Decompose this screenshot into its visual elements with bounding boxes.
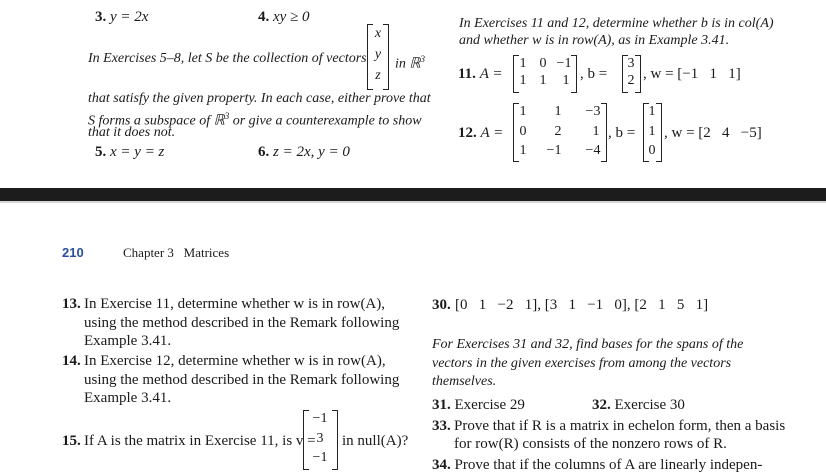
exercise-32 [592, 396, 685, 415]
w-expression [664, 124, 762, 143]
exercise-11-label [458, 65, 502, 84]
exercise-number: 4. [258, 9, 270, 25]
exercise-number: 34. [432, 457, 451, 473]
matrix-label: A = [479, 66, 503, 82]
intro-5-8-text: In Exercises 5–8, let S be the collection of vectors [88, 51, 367, 66]
exercise-line: Prove that if R is a matrix in echelon form, then a basis [454, 418, 786, 434]
vector-entry: y [374, 47, 382, 62]
vector-entry: 2 [627, 73, 635, 88]
exercise-expression: [0 1 −2 1], [3 1 −1 0], [2 1 5 1] [455, 297, 709, 313]
matrix-entry: 1 [519, 73, 527, 88]
exercise-3 [95, 8, 148, 27]
intro-31-32-line: themselves. [432, 374, 497, 389]
exercise-text: Exercise 29 [454, 397, 525, 413]
w-expression [643, 65, 741, 84]
right-bracket [332, 410, 338, 470]
vector-entry: x [374, 26, 382, 41]
w-label: , w = [664, 125, 699, 141]
exercise-number: 3. [95, 9, 107, 25]
matrix-entry: 1 [519, 143, 527, 158]
exercise-expression: z = 2x, y = 0 [273, 144, 350, 160]
exercise-5 [95, 143, 164, 162]
superscript: 3 [420, 54, 425, 64]
matrix-entry: −4 [585, 143, 601, 158]
exercise-expression: xy ≥ 0 [273, 9, 310, 25]
exercise-expression: y = 2x [110, 9, 149, 25]
in-r-label: in ℝ [395, 56, 421, 72]
exercise-number: 30. [432, 297, 451, 313]
exercise-number: 32. [592, 397, 611, 413]
exercise-number: 6. [258, 144, 270, 160]
exercise-text: If A is the matrix in Exercise 11, is v = [84, 433, 316, 449]
matrix-entry: 1 [519, 56, 527, 71]
exercise-31 [432, 396, 525, 415]
property-line-2a: S forms a subspace of ℝ [88, 113, 225, 129]
exercise-text: in null(A)? [342, 433, 409, 449]
exercise-number: 33. [432, 418, 451, 434]
exercise-number: 31. [432, 397, 451, 413]
matrix-entry: 0 [519, 124, 527, 139]
superscript: 3 [224, 111, 230, 121]
matrix-entry: −1 [546, 143, 562, 158]
b-label: , b = [580, 66, 608, 82]
chapter-title: Chapter 3 Matrices [123, 245, 230, 260]
matrix-entry: −3 [585, 104, 601, 119]
exercise-line: for row(R) consists of the nonzero rows of R. [454, 436, 727, 452]
exercise-number: 5. [95, 144, 107, 160]
right-bracket [635, 55, 641, 93]
b-label: , b = [608, 125, 636, 141]
matrix-label: A = [480, 125, 504, 141]
matrix-entry: 1 [592, 124, 600, 139]
exercise-6 [258, 143, 350, 162]
in-r3-text [395, 50, 425, 74]
page-separator [0, 188, 826, 201]
w-value: [2 4 −5] [698, 125, 762, 141]
right-bracket [571, 55, 577, 93]
property-line-3: that it does not. [88, 125, 176, 140]
page-separator-shadow [0, 201, 826, 203]
page-number: 210 [62, 245, 84, 260]
property-line-2b: or give a counterexample to show [229, 113, 422, 129]
exercise-line: Example 3.41. [84, 333, 172, 349]
exercise-number: 12. [458, 125, 477, 141]
w-label: , w = [643, 66, 678, 82]
exercise-number: 15. [62, 433, 81, 449]
exercise-34 [432, 456, 762, 475]
right-bracket [601, 103, 607, 162]
exercise-number: 14. [62, 353, 81, 369]
exercise-number: 11. [458, 66, 476, 82]
vector-entry: 1 [648, 124, 656, 139]
vector-entry: 0 [648, 143, 656, 158]
exercise-line: using the method described in the Remark following [84, 372, 400, 388]
right-bracket [656, 103, 662, 162]
vector-entry: z [375, 68, 381, 83]
intro-31-32-line: vectors in the given exercises from among the vectors [432, 356, 732, 371]
matrix-entry: 0 [539, 56, 547, 71]
right-bracket [383, 24, 389, 90]
vector-entry: −1 [312, 450, 328, 465]
exercise-text: Exercise 30 [614, 397, 685, 413]
exercise-expression: x = y = z [110, 144, 165, 160]
property-line-1: that satisfy the given property. In each case, either prove that [88, 91, 431, 106]
vector-entry: 1 [648, 104, 656, 119]
exercise-line: Example 3.41. [84, 390, 172, 406]
exercise-line: using the method described in the Remark following [84, 315, 400, 331]
matrix-entry: 1 [562, 73, 570, 88]
intro-11-12-line-1: In Exercises 11 and 12, determine whether b is in col(A) [459, 16, 774, 31]
w-value: [−1 1 1] [677, 66, 741, 82]
matrix-entry: 1 [554, 104, 562, 119]
intro-11-12-line-2: and whether w is in row(A), as in Example 3.41. [459, 33, 730, 48]
exercise-4 [258, 8, 310, 27]
matrix-entry: 1 [519, 104, 527, 119]
exercise-line: In Exercise 12, determine whether w is in row(A), [84, 353, 386, 369]
vector-entry: 3 [316, 431, 324, 446]
exercise-text: Prove that if the columns of A are linearly indepen- [454, 457, 763, 473]
intro-31-32-line: For Exercises 31 and 32, find bases for the spans of the [432, 337, 744, 352]
exercise-number: 13. [62, 296, 81, 312]
vector-entry: −1 [312, 411, 328, 426]
vector-entry: 3 [627, 56, 635, 71]
exercise-12-label [458, 124, 503, 143]
exercise-line: In Exercise 11, determine whether w is in row(A), [84, 296, 386, 312]
matrix-entry: 2 [554, 124, 562, 139]
matrix-entry: 1 [539, 73, 547, 88]
matrix-entry: −1 [556, 56, 572, 71]
